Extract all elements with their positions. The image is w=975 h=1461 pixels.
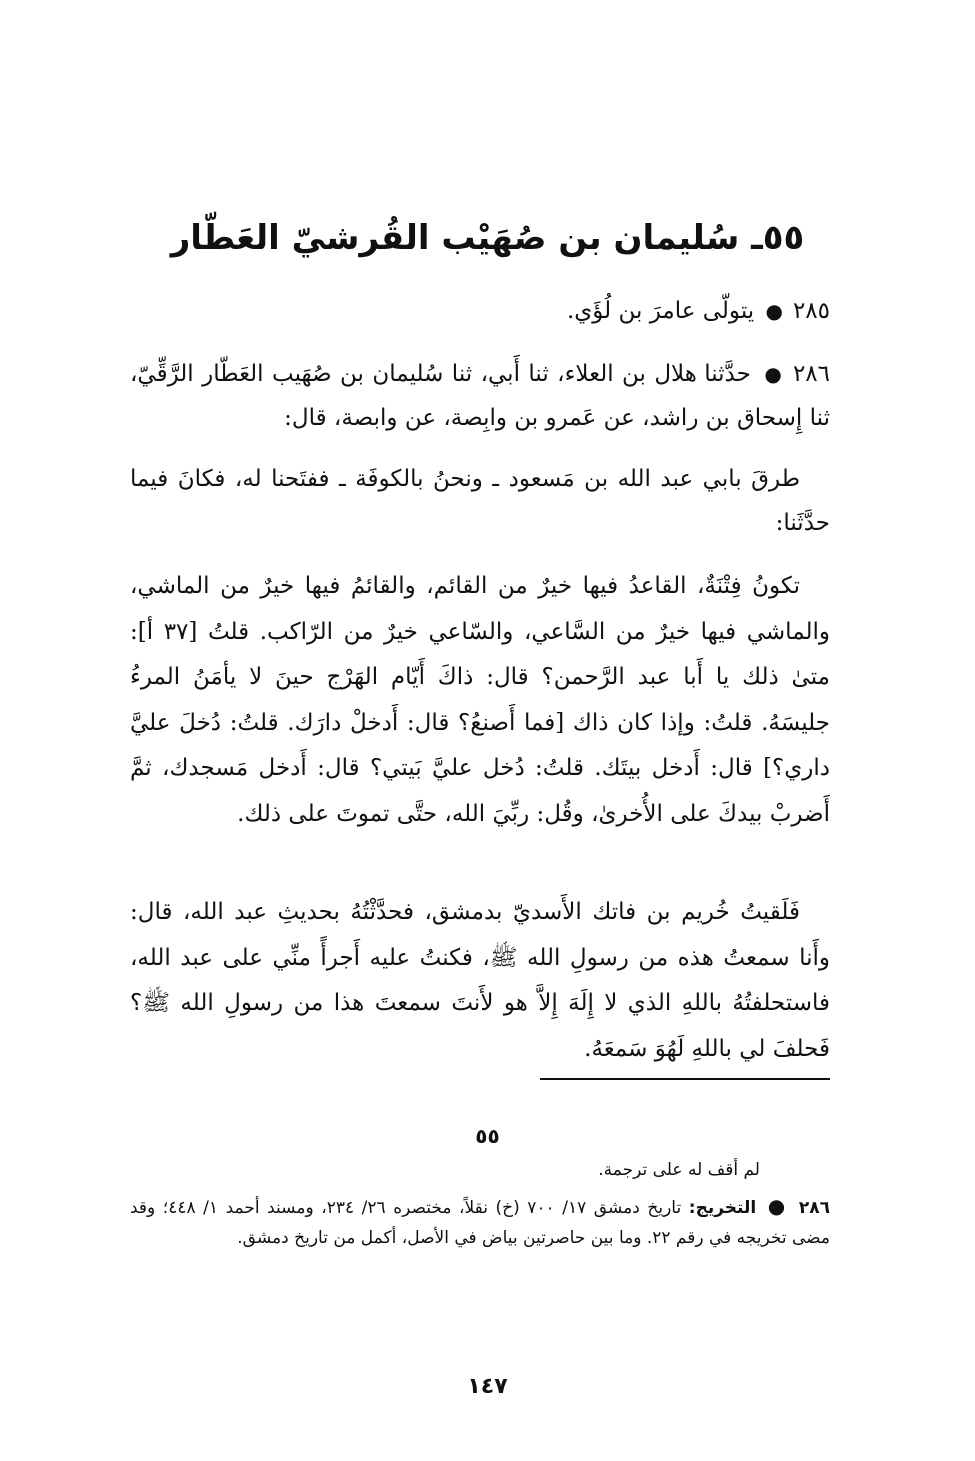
footnote-heading: ٥٥ [475,1124,500,1148]
paragraph-fitna: تكونُ فِتْنَةٌ، القاعدُ فيها خيرٌ من القائم، والقائمُ فيها خيرٌ من الماشي، والماشي فيها خيرٌ من السَّاعي، والسّاعي خيرٌ من الرّاكب. قلتُ [٣٧ أ]: متىٰ ذلك يا أَبا عبد الرَّحمن؟ قال: ذاكَ أَيّام الهَرْج حينَ لا يأمَنُ المرءُ جليسَهُ. قلتُ: وإذا كان ذاك [فما أَصنعُ؟ قال: أَدخلْ دارَك. قلتُ: دُخلَ عليَّ داري؟] قال: أَدخل بيتَك. قلتُ: دُخل عليَّ بَيتي؟ قال: أَدخل مَسجدك، ثمَّ أَضربْ بيدكَ على الأُخرىٰ، وقُل: ربِّيَ الله، حتَّى تموتَ على ذلك. [130,573,830,827]
footnote-286 [130,1191,830,1253]
entry-title: ٥٥ـ سُليمان بن صُهَيْب القُرشيّ العَطّار [170,218,805,258]
footnote-55: لم أقف له على ترجمة. [598,1160,760,1180]
paragraph-knock: طرقَ بابي عبد الله بن مَسعود ـ ونحنُ بالكوفَة ـ ففتَحنا له، فكانَ فيما حدَّثَنا: [130,466,830,536]
bullet-icon: ● [767,1194,788,1218]
narration-number: ٢٨٦ [792,361,831,387]
narration-number: ٢٨٥ [792,298,830,324]
narration-text: يتولّى عامرَ بن لُؤَي. [566,298,755,324]
footnote-label: التخريج: [688,1198,757,1218]
bullet-icon: ● [765,299,783,323]
footnote-divider [540,1078,830,1080]
page-number: ١٤٧ [467,1374,508,1399]
bullet-icon: ● [763,362,783,386]
isnad-text: حدَّثنا هلال بن العلاء، ثنا أَبي، ثنا سُليمان بن صُهَيب العَطّار الرَّقِّيّ، ثنا إِسحاق بن راشد، عن عَمرو بن وابِصة، عن وابصة، قال: [130,361,830,431]
paragraph-khuraym: فَلَقيتُ خُريم بن فاتك الأَسديّ بدمشق، فحدَّثْتُهُ بحديثِ عبد الله، قال: وأَنا سمعتُ هذه من رسولِ الله ﷺ، فكنتُ عليه أَجرأً منِّي على عبد الله، فاستحلفتُهُ باللهِ الذي لا إِلَهَ إِلاَّ هو لأَنتَ سمعتَ هذا من رسولِ الله ﷺ؟ فَحلفَ لي باللهِ لَهُوَ سَمعَهُ. [130,899,830,1062]
narration-286-isnad [130,352,830,440]
footnote-number: ٢٨٦ [798,1198,831,1218]
footnote-text: تاريخ دمشق ١٧/ ٧٠٠ (خ) نقلاً، مختصره ٢٦/ ٢٣٤، ومسند أحمد ١/ ٤٤٨؛ وقد مضى تخريجه في رقم ٢٢. وما بين حاصرتين بياض في الأصل، أكمل من تاريخ دمشق. [130,1198,830,1248]
narration-285 [130,289,830,333]
